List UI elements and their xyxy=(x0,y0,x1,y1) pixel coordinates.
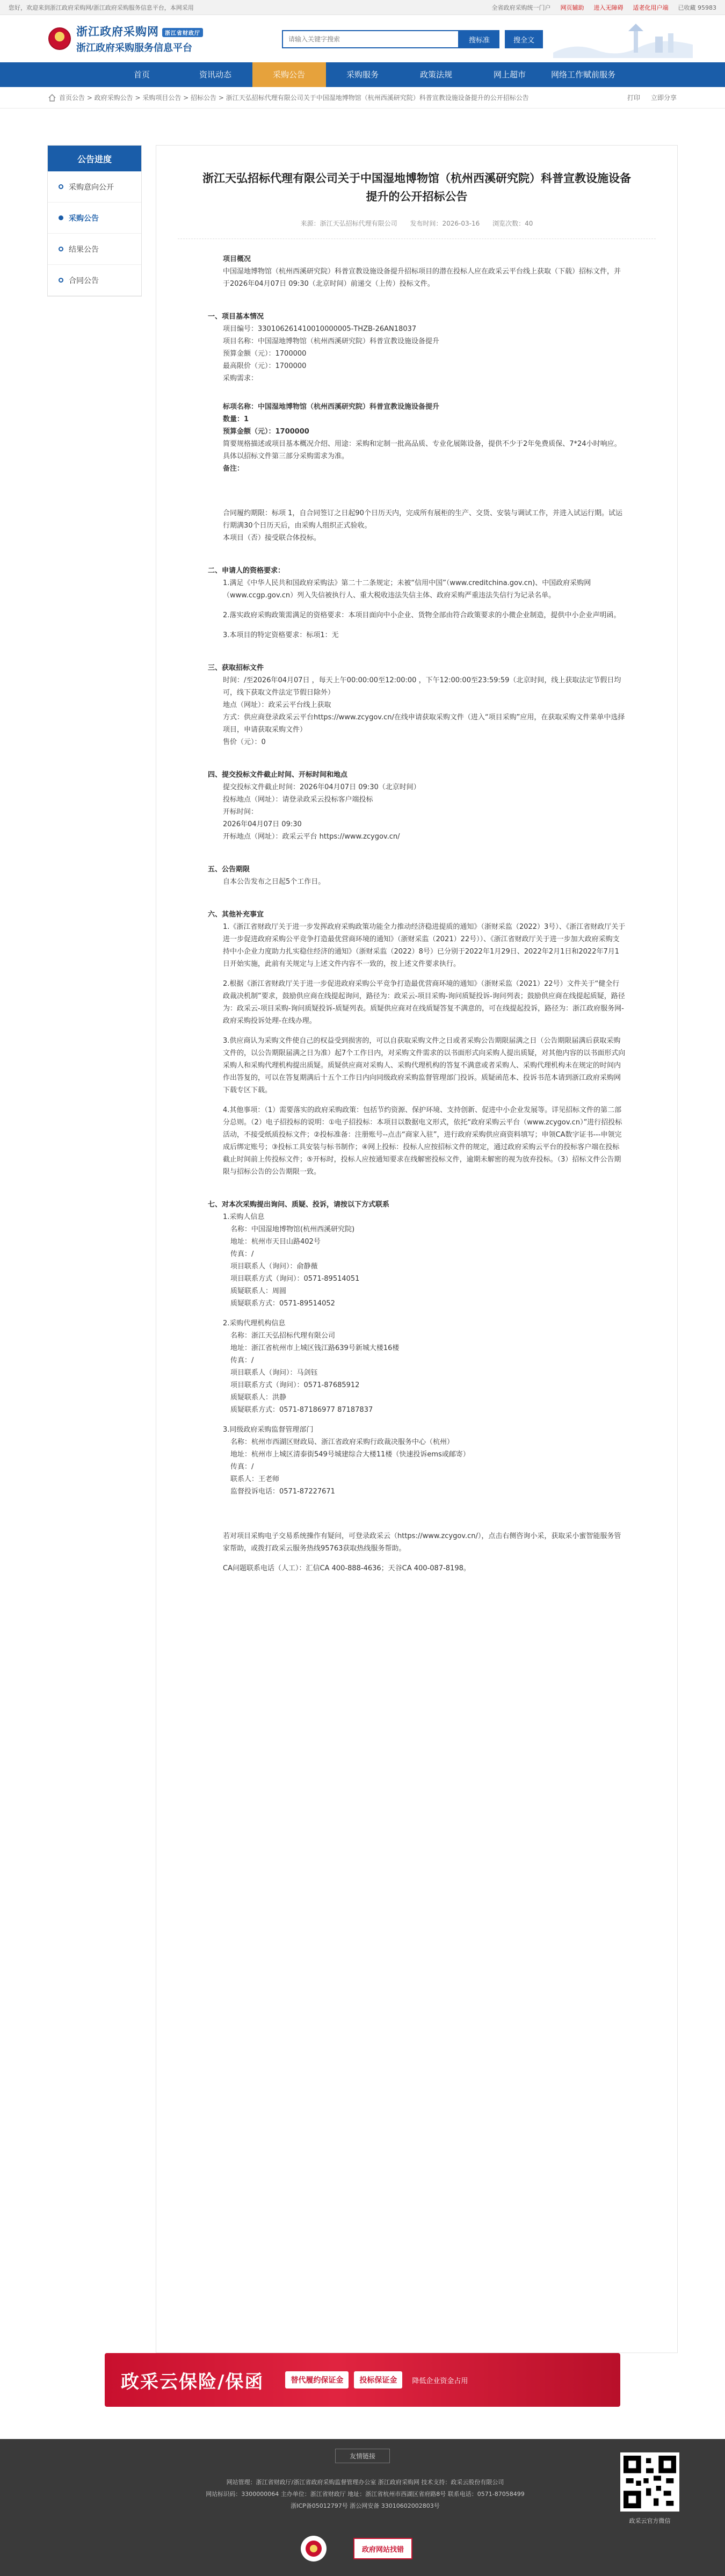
lot-budget: 预算金额（元）：1700000 xyxy=(223,428,309,436)
top-link-assist[interactable]: 网页辅助 xyxy=(560,4,584,11)
footer-line-1: 网站管理：浙江省财政厅/浙江省政府采购监督管理办公室 浙江政府采购网 技术支持：政采云股份有限公司 xyxy=(226,2479,504,2486)
purchaser-phone: 项目联系方式（询问）：0571-89514051 xyxy=(230,1275,360,1283)
sidebar-item-announcement[interactable]: 采购公告 xyxy=(48,203,141,234)
article-meta xyxy=(178,219,656,239)
top-link-portal[interactable]: 全省政府采购统一门户 xyxy=(491,4,551,11)
step-dot-icon xyxy=(59,184,63,189)
top-link-accessible[interactable]: 进入无障碍 xyxy=(593,4,624,11)
sidebar-item-intention[interactable]: 采购意向公开 xyxy=(48,171,141,203)
open-time-label: 开标时间： xyxy=(223,808,258,816)
deadline-time: 提交投标文件截止时间：2026年04月07日 09:30（北京时间） xyxy=(223,783,421,791)
lot-name: 标项名称：中国湿地博物馆（杭州西溪研究院）科普宣教设施设备提升 xyxy=(223,403,440,411)
project-name: 项目名称：中国湿地博物馆（杭州西溪研究院）科普宣教设施设备提升 xyxy=(223,337,440,345)
notice-period: 自本公告发布之日起5个工作日。 xyxy=(223,878,325,886)
contract-period: 合同履约期限：标项 1，自合同签订之日起90个日历天内，完成所有展柜的生产、交货、安装与调试工作，并进入试运行期。试运行期满30个日历天后，由采购人组织正式验收。 xyxy=(223,509,622,530)
article-title: 浙江天弘招标代理有限公司关于中国湿地博物馆（杭州西溪研究院）科普宣教设施设备提升的公开招标公告 xyxy=(202,172,631,203)
supervisor-fax: 传真：/ xyxy=(230,1463,254,1471)
nav-online-services[interactable]: 网络工作赋前服务 xyxy=(550,70,615,80)
open-place: 开标地点（网址）：政采云平台 https://www.zcygov.cn/ xyxy=(223,833,400,841)
other-2: 2.根据《浙江省财政厅关于进一步促进政府采购公平竞争打造最优营商环境的通知》（浙财采监（2021）22号）文件关于“健全行政裁决机制”要求，鼓励供应商在线提起询问，路径为：政采云-项目采购-询问质疑投诉-询问列表；鼓励供应商在线提起质疑，路径为：政采云-项目采购-询问质疑投诉-质疑列表。质疑供应商对在线质疑答复不满意的，可在线提起投诉，路径为：浙江政府服务网-政府采购投诉处理-在线办理。 xyxy=(223,980,625,1025)
section-get-docs: 三、获取招标文件 xyxy=(208,664,264,672)
project-no: 项目编号：330106261410010000005-THZB-26AN18037 xyxy=(223,325,417,333)
joint-bid: 本项目（否）接受联合体投标。 xyxy=(223,534,321,542)
purchaser-complaint-contact: 质疑联系人：周圆 xyxy=(230,1287,287,1295)
purchaser-address: 地址：杭州市天目山路402号 xyxy=(230,1238,321,1246)
other-1: 1.《浙江省财政厅关于进一步发挥政府采购政策功能全力推动经济稳进提质的通知》（浙财采监（2022）3号）、《浙江省财政厅关于进一步促进政府采购公平竞争打造最优营商环境的通知》（浙财采监（2021）22号））、《浙江省财政厅关于进一步加大政府采购支持中小企业力度助力扎实稳住经济的通知》（浙财采监（2022）8号）已分别于2022年1月29日、2022年2月1日和2022年7月1日开始实施，此前有关规定与上述文件内容不一致的，按上述文件要求执行。 xyxy=(223,923,626,968)
top-links xyxy=(492,3,717,12)
section-notice-period: 五、公告期限 xyxy=(208,865,250,874)
article-time: 发布时间：2026-03-16 xyxy=(410,220,480,227)
friend-links-button[interactable]: 友情链接 xyxy=(335,2449,390,2463)
site-footer xyxy=(0,2439,725,2576)
nav-policies[interactable]: 政策法规 xyxy=(419,70,452,80)
nav-services[interactable]: 采购服务 xyxy=(346,70,379,80)
search-bar xyxy=(282,30,543,48)
agency-fax: 传真：/ xyxy=(230,1356,254,1365)
get-docs-way: 方式：供应商登录政采云平台https://www.zcygov.cn/在线申请获取采购文件（进入“项目采购”应用，在获取采购文件菜单中选择项目，申请获取采购文件） xyxy=(223,713,625,734)
section-deadline: 四、提交投标文件截止时间、开标时间和地点 xyxy=(208,771,348,779)
overview-text: 中国湿地博物馆（杭州西溪研究院）科普宣教设施设备提升招标项目的潜在投标人应在政采云平台线上获取（下载）招标文件，并于2026年04月07日 09:30（北京时间）前递交（上传）投标文件。 xyxy=(223,268,621,288)
breadcrumb xyxy=(0,87,725,109)
agency-heading: 2.采购代理机构信息 xyxy=(223,1319,286,1327)
sidebar-item-contract[interactable]: 合同公告 xyxy=(48,265,141,296)
progress-sidebar xyxy=(47,145,142,297)
supervisor-phone: 监督投诉电话：0571-87227671 xyxy=(230,1488,335,1496)
step-dot-icon xyxy=(59,215,63,220)
site-header xyxy=(0,15,725,62)
site-subtitle: 浙江政府采购服务信息平台 xyxy=(76,42,192,54)
article-views: 浏览次数：40 xyxy=(492,220,533,227)
lot-description: 简要规格描述或项目基本概况介绍、用途：采购和定制一批高品质、专业化展陈设备，提供不少于2年免费质保、7*24小时响应。具体以招标文件第三部分采购需求为准。 xyxy=(223,440,621,460)
agency-complaint-phone: 质疑联系方式：0571-87186977 87187837 xyxy=(230,1406,373,1414)
search-standard-button[interactable]: 搜标准 xyxy=(459,30,499,48)
project-max-price: 最高限价（元）：1700000 xyxy=(223,362,307,370)
home-icon xyxy=(48,94,56,102)
footer-info xyxy=(150,2477,580,2512)
section-contacts: 七、对本次采购提出询问、质疑、投诉，请按以下方式联系 xyxy=(208,1201,390,1209)
purchaser-complaint-phone: 质疑联系方式：0571-89514052 xyxy=(230,1300,335,1308)
agency-contact: 项目联系人（询问）：马剑钰 xyxy=(230,1369,318,1377)
article-panel xyxy=(156,145,678,2353)
section-other: 六、其他补充事宜 xyxy=(208,911,264,919)
footer-line-3: 浙ICP备05012797号 浙公网安备 33010602002803号 xyxy=(291,2502,440,2509)
open-time-value: 2026年04月07日 09:30 xyxy=(223,820,302,828)
print-button[interactable]: 打印 xyxy=(627,94,640,102)
share-button[interactable]: 立即分享 xyxy=(650,94,677,102)
supervisor-contact: 联系人：王老师 xyxy=(230,1475,280,1483)
purchaser-name: 名称：中国湿地博物馆(杭州西溪研究院) xyxy=(230,1225,355,1233)
article-source: 来源：浙江天弘招标代理有限公司 xyxy=(300,220,397,227)
top-link-elderly[interactable]: 适老化用户端 xyxy=(633,4,669,11)
site-logo[interactable] xyxy=(48,23,203,54)
sidebar-title: 公告进度 xyxy=(48,146,141,171)
nav-announcements[interactable]: 采购公告 xyxy=(252,62,326,87)
deadline-place: 投标地点（网址）：请登录政采云投标客户端投标 xyxy=(223,796,373,804)
favorites-count: 已收藏 95983 xyxy=(678,4,716,11)
agency-complaint-contact: 质疑联系人：洪静 xyxy=(230,1394,287,1402)
nav-mall[interactable]: 网上超市 xyxy=(493,70,526,80)
site-badge: 浙江省财政厅 xyxy=(162,28,203,37)
qualification-2: 2.落实政府采购政策需满足的资格要求：本项目面向中小企业、货物全部由符合政策要求的小微企业制造，提供中小企业声明函。 xyxy=(223,611,621,619)
section-qualification: 二、申请人的资格要求： xyxy=(208,567,285,575)
overview-heading: 项目概况 xyxy=(223,255,251,263)
agency-name: 名称：浙江天弘招标代理有限公司 xyxy=(230,1332,336,1340)
other-3: 3.供应商认为采购文件使自己的权益受到损害的，可以自获取采购文件之日或者采购公告期限届满之日（公告期限届满后获取采购文件的，以公告期限届满之日为准）起7个工作日内，对采购文件需求的以书面形式向采购人提出质疑，对其他内容的以书面形式向采购人和采购代理机构提出质疑。质疑供应商对采购人、采购代理机构的答复不满意或者采购人、采购代理机构未在规定的时间内作出答复的，可以在答复期满后十五个工作日内向同级政府采购监督管理部门投诉。质疑函范本、投诉书范本请到浙江政府采购网下载专区下载。 xyxy=(223,1037,626,1094)
get-docs-price: 售价（元）：0 xyxy=(223,738,266,746)
gov-site-error-badge[interactable]: 政府网站找错 xyxy=(353,2538,412,2559)
purchaser-heading: 1.采购人信息 xyxy=(223,1213,265,1221)
main-nav xyxy=(0,62,725,87)
other-4: 4.其他事项：（1）需要落实的政府采购政策：包括节约资源、保护环境、支持创新、促进中小企业发展等。详见招标文件的第二部分总则。（2）电子招投标的说明：①电子招投标：本项目以数据电文形式，依托“政府采购云平台（www.zcygov.cn）”进行招投标活动，不接受纸质投标文件；②投标准备：注册账号--点击“商家入驻”，进行政府采购供应商资料填写；申领CA数字证书---申领完成后绑定账号；③投标工具安装与标书制作；④网上投标：投标人应按招标文件的规定，通过政府采购云平台的投标客户端在投标截止时间前上传投标文件；⑤开标时，投标人应按通知要求在线解密投标文件，逾期未解密的视为放弃投标。（3）招标文件公告期限与招标公告的公告期限一致。 xyxy=(223,1106,622,1176)
banner-slogan: 降低企业资金占用 xyxy=(412,2377,468,2385)
footer-line-2: 网站标识码：3300000064 主办单位：浙江省财政厅 地址：浙江省杭州市西湖区省府路8号 联系电话：0571-87058499 xyxy=(206,2491,525,2498)
breadcrumb-path[interactable]: 首页公告 > 政府采购公告 > 采购项目公告 > 招标公告 > 浙江天弘招标代理有限公司关于中国湿地博物馆（杭州西溪研究院）科普宣教设施设备提升的公开招标公告 xyxy=(59,94,529,102)
qr-code-icon xyxy=(620,2452,679,2512)
qualification-1: 1.满足《中华人民共和国政府采购法》第二十二条规定；未被“信用中国”（www.creditchina.gov.cn)、中国政府采购网（www.ccgp.gov.cn）列入失信被执行人、重大税收违法失信主体、政府采购严重违法失信行为记录名单。 xyxy=(223,579,591,600)
banner-pill-bid: 投标保证金 xyxy=(354,2371,402,2389)
wechat-qr xyxy=(618,2452,682,2525)
national-emblem-icon xyxy=(48,27,71,50)
get-docs-place: 地点（网址）：政采云平台线上获取 xyxy=(223,701,331,709)
insurance-ad-banner[interactable] xyxy=(105,2353,620,2407)
supervisor-name: 名称：杭州市西湖区财政局、浙江省政府采购行政裁决服务中心（杭州） xyxy=(230,1438,454,1446)
nav-home[interactable]: 首页 xyxy=(133,70,150,80)
article-body xyxy=(156,239,677,1575)
search-input[interactable] xyxy=(282,30,459,48)
search-fulltext-button[interactable]: 搜全文 xyxy=(505,30,543,48)
supervisor-heading: 3.同级政府采购监督管理部门 xyxy=(223,1426,314,1434)
qr-caption: 政采云官方微信 xyxy=(629,2517,671,2524)
section-basic: 一、项目基本情况 xyxy=(208,313,264,321)
site-title: 浙江政府采购网 浙江省财政厅 xyxy=(76,23,203,39)
nav-news[interactable]: 资讯动态 xyxy=(199,70,231,80)
supervisor-address: 地址：杭州市上城区清泰街549号城建综合大楼11楼（快速投诉ems或邮寄） xyxy=(230,1451,470,1459)
step-dot-icon xyxy=(59,278,63,283)
sidebar-item-result[interactable]: 结果公告 xyxy=(48,234,141,265)
help-text: 若对项目采购电子交易系统操作有疑问，可登录政采云（https://www.zcygov.cn/），点击右侧咨询小采，获取采小蜜智能服务管家帮助，或拨打政采云服务热线95763获取热线服务帮助。 xyxy=(223,1532,621,1553)
top-bar xyxy=(0,0,725,15)
lot-note: 备注： xyxy=(223,465,244,473)
purchaser-contact: 项目联系人（询问）：俞静薇 xyxy=(230,1262,318,1271)
banner-pill-performance: 替代履约保证金 xyxy=(285,2371,349,2389)
lot-quantity: 数量：1 xyxy=(223,415,249,423)
city-skyline-art xyxy=(553,20,693,58)
step-dot-icon xyxy=(59,247,63,251)
ca-help-text: CA问题联系电话（人工）：汇信CA 400-888-4636；天谷CA 400-087-8198。 xyxy=(223,1564,470,1572)
project-budget: 预算金额（元）：1700000 xyxy=(223,350,307,358)
qualification-3: 3.本项目的特定资格要求：标项1：无 xyxy=(223,631,339,639)
gov-seal-icon xyxy=(304,2539,323,2558)
project-need: 采购需求： xyxy=(223,374,258,383)
welcome-notice: 您好，欢迎来到浙江政府采购网/浙江政府采购服务信息平台，本网采用 xyxy=(9,4,194,11)
party-gov-badge-icon[interactable] xyxy=(301,2536,327,2561)
banner-brand: 政采云保险/保函 xyxy=(121,2371,264,2393)
purchaser-fax: 传真：/ xyxy=(230,1250,254,1258)
agency-address: 地址：浙江省杭州市上城区钱江路639号新城大楼16楼 xyxy=(230,1344,400,1352)
agency-phone: 项目联系方式（询问）：0571-87685912 xyxy=(230,1381,360,1389)
get-docs-time: 时间：/至2026年04月07日 ，每天上午00:00:00至12:00:00 ，下午12:00:00至23:59:59（北京时间，线上获取法定节假日均可，线下获取文件法定节假日除外） xyxy=(223,676,621,697)
